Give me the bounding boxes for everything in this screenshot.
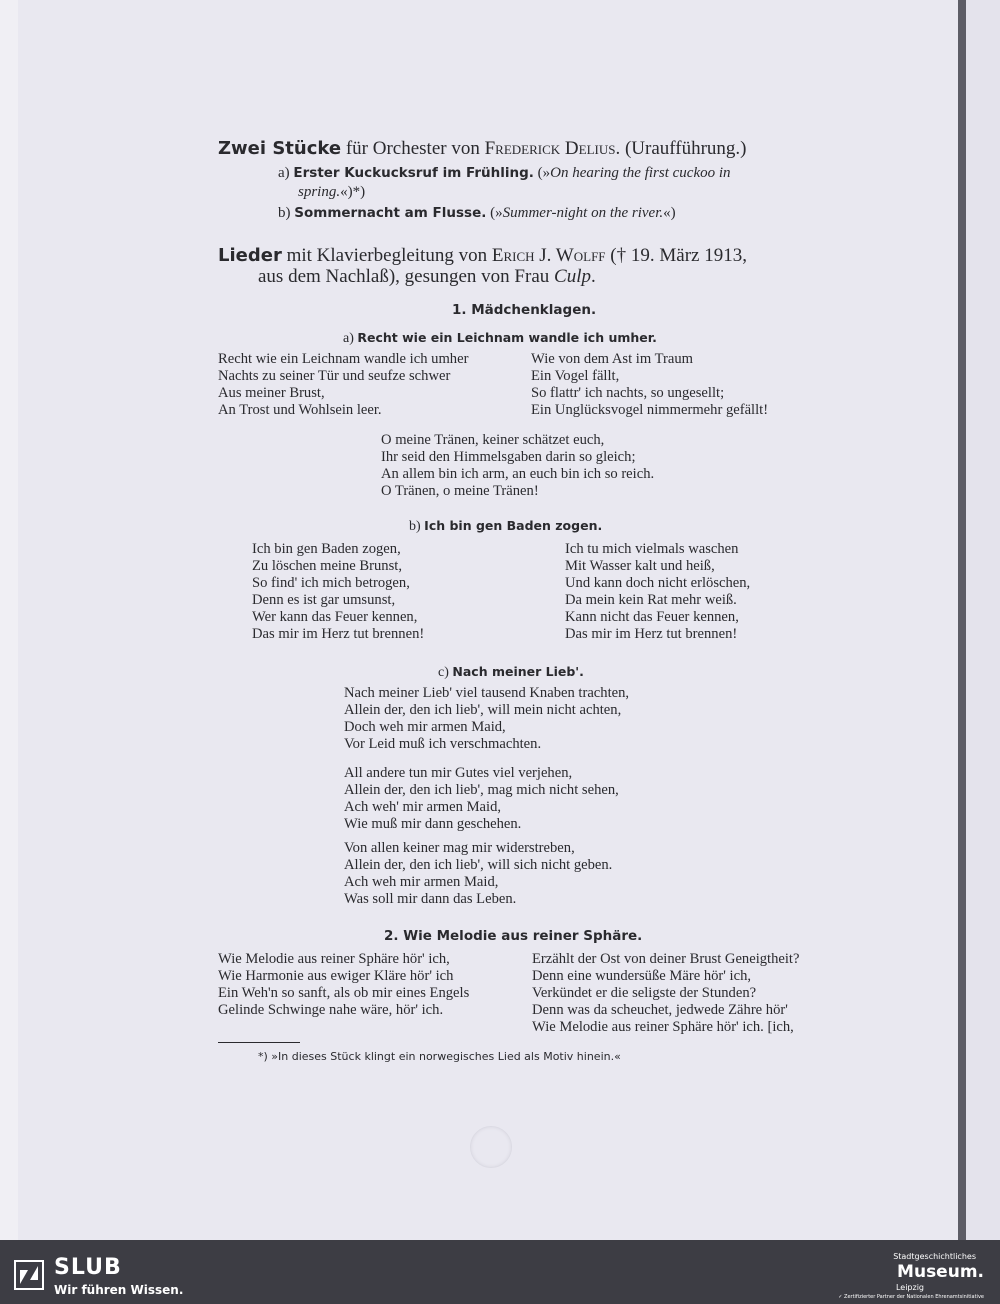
verse-line: Ein Unglücksvogel nimmermehr gefällt!	[531, 402, 769, 418]
song-b-stanza-left	[252, 541, 424, 643]
verse-line: Denn eine wundersüße Märe hör' ich,	[532, 968, 752, 984]
verse-line: Allein der, den ich lieb', mag mich nicht sehen,	[344, 782, 619, 798]
verse-line: Recht wie ein Leichnam wandle ich umher	[218, 351, 469, 367]
page-edge	[0, 0, 19, 1240]
verse-line: Wie von dem Ast im Traum	[531, 351, 693, 367]
piece1-heading: Zwei Stücke für Orchester von Frederick Delius. (Uraufführung.)	[218, 138, 747, 159]
composer-wolff: Erich J. Wolff	[491, 245, 606, 266]
verse-line: Wie Melodie aus reiner Sphäre hör' ich,	[218, 951, 450, 967]
verse-line: Ach weh' mir armen Maid,	[344, 799, 502, 815]
verse-line: So flattr' ich nachts, so ungesellt;	[531, 385, 725, 401]
emboss-stamp	[470, 1126, 512, 1168]
verse-line: Allein der, den ich lieb', will sich nicht geben.	[344, 857, 613, 873]
verse-line: Wer kann das Feuer kennen,	[252, 609, 418, 625]
verse-line: Denn es ist gar umsunst,	[252, 592, 396, 608]
verse-line: An Trost und Wohlsein leer.	[218, 402, 382, 418]
verse-line: All andere tun mir Gutes viel verjehen,	[344, 765, 573, 781]
verse-line: Denn was da scheuchet, jedwede Zähre hör'	[532, 1002, 788, 1018]
song-a-stanza-left	[218, 351, 468, 419]
verse-line: Wie Harmonie aus ewiger Kläre hör' ich	[218, 968, 454, 984]
verse-line: Da mein kein Rat mehr weiß.	[565, 592, 737, 608]
verse-line: Erzählt der Ost von deiner Brust Geneigtheit?	[532, 951, 800, 967]
verse-line: Nach meiner Lieb' viel tausend Knaben trachten,	[344, 685, 630, 701]
verse-line: An allem bin ich arm, an euch bin ich so reich.	[381, 466, 655, 482]
section-title-maedchenklagen: 1. Mädchenklagen.	[452, 302, 597, 318]
verse-line: Das mir im Herz tut brennen!	[252, 626, 425, 642]
song-2-stanza-left	[218, 951, 469, 1019]
verse-line: Verkündet er die seligste der Stunden?	[532, 985, 757, 1001]
verse-line: Gelinde Schwinge nahe wäre, hör' ich.	[218, 1002, 444, 1018]
verse-line: Das mir im Herz tut brennen!	[565, 626, 738, 642]
verse-line: Wie muß mir dann geschehen.	[344, 816, 522, 832]
song-2-stanza-right	[532, 951, 799, 1036]
verse-line: Ihr seid den Himmelsgaben darin so gleich;	[381, 449, 636, 465]
song-c-title: c) Nach meiner Lieb'.	[438, 664, 584, 680]
verse-line: Doch weh mir armen Maid,	[344, 719, 506, 735]
verse-line: Ein Weh'n so sanft, als ob mir eines Engels	[218, 985, 470, 1001]
slub-name[interactable]: SLUB	[54, 1255, 122, 1280]
verse-line: Mit Wasser kalt und heiß,	[565, 558, 715, 574]
footnote: *) »In dieses Stück klingt ein norwegisches Lied als Motiv hinein.«	[258, 1050, 621, 1063]
verse-line: Ich bin gen Baden zogen,	[252, 541, 401, 557]
museum-label: Stadtgeschichtliches	[893, 1252, 976, 1261]
verse-line: Wie Melodie aus reiner Sphäre hör' ich. [ich,	[532, 1019, 794, 1035]
verse-line: Von allen keiner mag mir widerstreben,	[344, 840, 575, 856]
verse-line: Ein Vogel fällt,	[531, 368, 620, 384]
song-c-stanza-3	[344, 840, 612, 908]
piece1-item-a-cont: spring.«)*)	[298, 184, 366, 200]
song-c-stanza-1	[344, 685, 629, 753]
verse-line: Zu löschen meine Brunst,	[252, 558, 402, 574]
section-title-melodie: 2. Wie Melodie aus reiner Sphäre.	[384, 928, 643, 944]
verse-line: O Tränen, o meine Tränen!	[381, 483, 539, 499]
song-b-stanza-right	[565, 541, 750, 643]
slub-logo-icon	[14, 1260, 44, 1290]
adjacent-page	[966, 0, 1000, 1240]
song-a-stanza-right	[531, 351, 768, 419]
verse-line: Was soll mir dann das Leben.	[344, 891, 517, 907]
museum-cert: ✓ Zertifizierter Partner der Nationalen Ehrenamtsinitiative	[838, 1294, 984, 1300]
footnote-rule	[218, 1042, 300, 1043]
song-a-stanza-center	[381, 432, 654, 500]
piece2-heading: Lieder mit Klavierbegleitung von Erich J. Wolff († 19. März 1913,	[218, 245, 747, 266]
verse-line: O meine Tränen, keiner schätzet euch,	[381, 432, 605, 448]
verse-line: Ach weh mir armen Maid,	[344, 874, 499, 890]
museum-name[interactable]: Museum.	[897, 1262, 984, 1282]
verse-line: Ich tu mich vielmals waschen	[565, 541, 739, 557]
song-c-stanza-2	[344, 765, 619, 833]
verse-line: Kann nicht das Feuer kennen,	[565, 609, 739, 625]
verse-line: Allein der, den ich lieb', will mein nicht achten,	[344, 702, 622, 718]
slub-tagline: Wir führen Wissen.	[54, 1283, 184, 1297]
piece2-heading-cont: aus dem Nachlaß), gesungen von Frau Culp.	[258, 266, 596, 287]
song-b-title: b) Ich bin gen Baden zogen.	[409, 518, 603, 534]
verse-line: Aus meiner Brust,	[218, 385, 325, 401]
piece1-item-b: b) Sommernacht am Flusse. (»Summer-night on the river.«)	[278, 205, 676, 221]
museum-city: Leipzig	[895, 1283, 924, 1292]
verse-line: So find' ich mich betrogen,	[252, 575, 410, 591]
song-a-title: a) Recht wie ein Leichnam wandle ich umher.	[343, 330, 657, 346]
piece1-item-a: a) Erster Kuckucksruf im Frühling. (»On hearing the first cuckoo in	[278, 165, 731, 181]
book-spine	[958, 0, 966, 1240]
verse-line: Nachts zu seiner Tür und seufze schwer	[218, 368, 451, 384]
verse-line: Und kann doch nicht erlöschen,	[565, 575, 751, 591]
composer-delius: Frederick Delius.	[484, 138, 621, 159]
verse-line: Vor Leid muß ich verschmachten.	[344, 736, 542, 752]
